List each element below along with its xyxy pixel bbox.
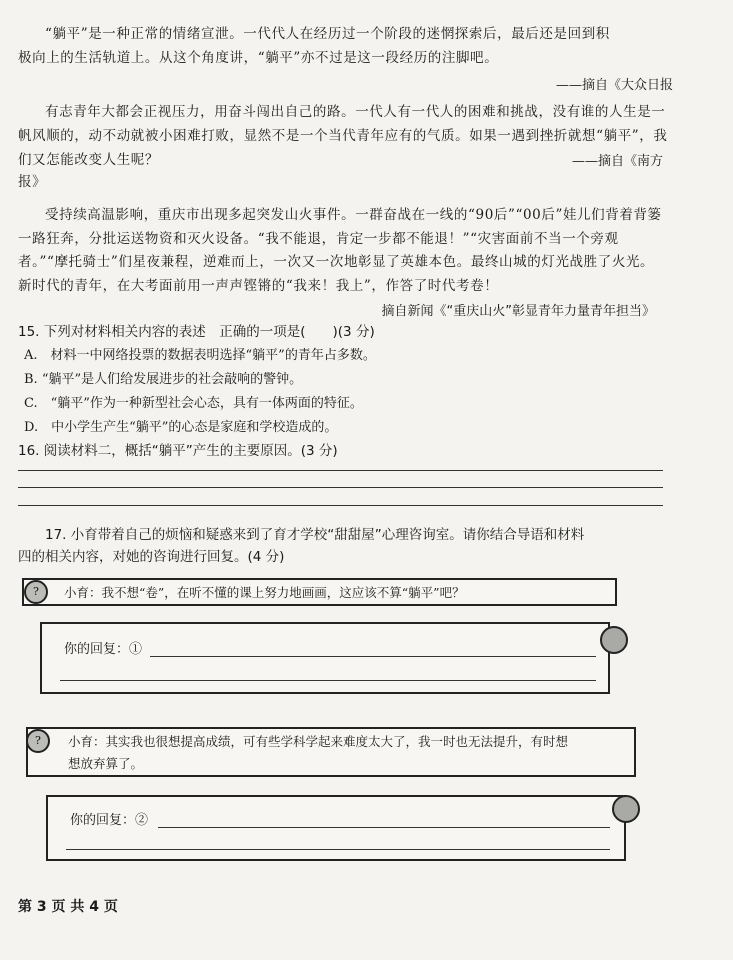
question-15-option-d[interactable]: D. 中小学生产生“躺平”的心态是家庭和学校造成的。 <box>24 420 338 435</box>
answer-line-16-1[interactable] <box>18 470 663 471</box>
student-avatar-icon-2: ? <box>26 729 50 753</box>
dialog-bubble-1 <box>22 578 617 606</box>
page-number: 第 3 页 共 4 页 <box>18 899 118 915</box>
material-paragraph-1-line-2: 极向上的生活轨道上。从这个角度讲，“躺平”亦不过是这一段经历的注脚吧。 <box>18 50 499 66</box>
reply-label-2: 你的回复：② <box>70 813 149 828</box>
reply-1-line-1[interactable] <box>150 656 596 657</box>
material-source-1: ——摘自《大众日报 <box>555 78 673 93</box>
reply-box-1 <box>40 622 610 694</box>
reply-label-1: 你的回复：① <box>64 642 143 657</box>
dialog-text-1: 小育：我不想“卷”，在听不懂的课上努力地画画，这应该不算“躺平”吧？ <box>64 585 465 600</box>
material-source-2: ——摘自《南方 <box>571 154 663 169</box>
question-15-option-b[interactable]: B. “躺平”是人们给发展进步的社会敲响的警钟。 <box>24 372 303 387</box>
reply-box-2 <box>46 795 626 861</box>
reply-1-line-2[interactable] <box>60 680 596 681</box>
question-17-stem-line-1: 17. 小育带着自己的烦恼和疑惑来到了育才学校“甜甜屋”心理咨询室。请你结合导语和材料 <box>45 527 585 543</box>
dialog-bubble-2 <box>26 727 636 777</box>
material-source-3: 摘自新闻《“重庆山火”彰显青年力量青年担当》 <box>381 304 655 319</box>
student-avatar-icon: ? <box>24 580 48 604</box>
question-15-option-a[interactable]: A. 材料一中网络投票的数据表明选择“躺平”的青年占多数。 <box>24 348 376 363</box>
material-paragraph-3: 受持续高温影响，重庆市出现多起突发山火事件。一群奋战在一线的“90后”“00后”娃儿们背着背篓一路狂奔，分批运送物资和灭火设备。“我不能退，肯定一步都不能退！”“灾害面前不当一个旁观者。”“摩托骑士”们星夜兼程，逆难而上，一次又一次地彰显了英雄本色。最终山城的灯光战胜了火光。新时代的青年，在大考面前用一声声铿锵的“我来！我上”，作答了时代考卷！ <box>18 207 662 294</box>
material-paragraph-1-line-1: “躺平”是一种正常的情绪宣泄。一代代人在经历过一个阶段的迷惘探索后，最后还是回到积 <box>45 26 610 42</box>
question-15-option-c[interactable]: C. “躺平”作为一种新型社会心态，具有一体两面的特征。 <box>24 396 363 411</box>
dialog-text-2-line-1: 小育：其实我也很想提高成绩，可有些学科学起来难度太大了，我一时也无法提升，有时想 <box>68 734 569 749</box>
dialog-text-2-line-2: 想放弃算了。 <box>68 756 144 771</box>
material-paragraph-2: 有志青年大都会正视压力，用奋斗闯出自己的路。一代人有一代人的困难和挑战，没有谁的人生是一帆风顺的，动不动就被小困难打败，显然不是一个当代青年应有的气质。如果一遇到挫折就想“躺平”，我们又怎能改变人生呢？ <box>18 104 668 168</box>
counselor-avatar-icon-2 <box>612 795 640 823</box>
question-16-stem: 16. 阅读材料二，概括“躺平”产生的主要原因。(3 分) <box>18 443 338 459</box>
counselor-avatar-icon <box>600 626 628 654</box>
reply-2-line-2[interactable] <box>66 849 610 850</box>
reply-2-line-1[interactable] <box>158 827 610 828</box>
question-15-stem: 15. 下列对材料相关内容的表述 正确的一项是( )(3 分) <box>18 324 375 340</box>
material-source-2-tail: 报》 <box>18 174 47 190</box>
answer-line-16-3[interactable] <box>18 505 663 506</box>
question-17-stem-line-2: 四的相关内容，对她的咨询进行回复。(4 分) <box>18 549 285 565</box>
answer-line-16-2[interactable] <box>18 487 663 488</box>
